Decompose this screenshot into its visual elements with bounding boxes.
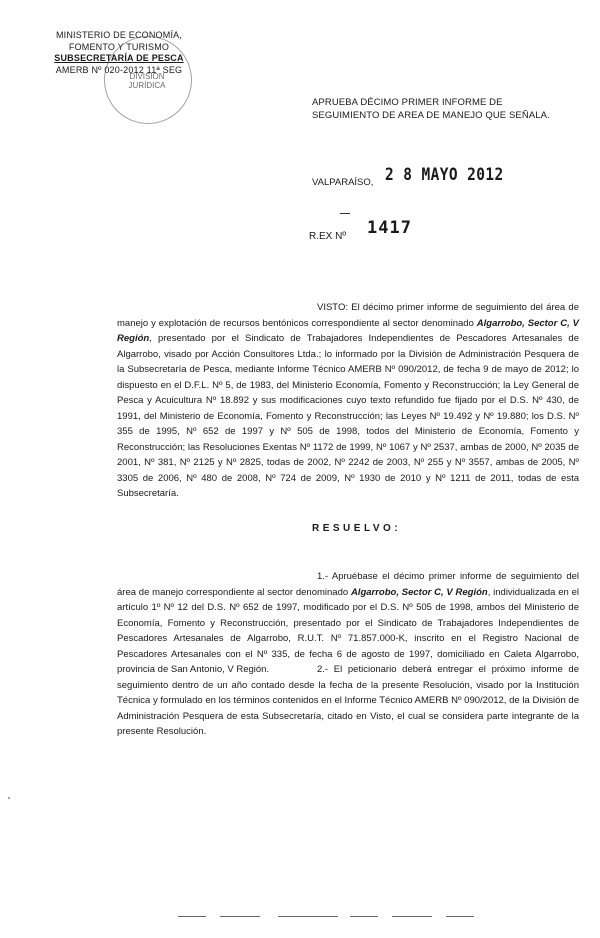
document-subject: APRUEBA DÉCIMO PRIMER INFORME DE SEGUIMIENTO DE AREA DE MANEJO QUE SEÑALA. [312, 97, 550, 121]
divider [340, 213, 350, 214]
file-reference: AMERB Nº 020-2012 11ª SEG [55, 64, 183, 75]
visto-rest: , presentado por el Sindicato de Trabajadores Independientes de Pescadores Artesanales de Algarrobo, visado por Acción Consultores Ltda.; lo informado por la División de Administración Pesquera de la Subsecretaría de Pesca, mediante Informe Técnico AMERB Nº 090/2012, de fecha 9 de mayo de 2012; lo dispuesto en el D.F.L. Nº 5, de 1983, del Ministerio Economía, Fomento y Reconstrucción; la Ley General de Pesca y Acuicultura Nº 18.892 y sus modificaciones cuyo texto refundido fue fijado por el D.S. Nº 430, de 1991, del Ministerio de Economía, Fomento y Reconstrucción; las Leyes Nº 19.492 y Nº 19.880; los D.S. Nº 355 de 1995, Nº 652 de 1997 y Nº 505 de 1998, todos del Ministerio de Economía, Fomento y Reconstrucción; las Resoluciones Exentas Nº 1172 de 1999, Nº 1067 y Nº 2537, ambas de 2000, Nº 2035 de 2001, Nº 381, Nº 2125 y Nº 2825, todas de 2002, Nº 2242 de 2003, Nº 255 y Nº 3557, ambas de 2005, Nº 3305 de 2006, Nº 480 de 2008, Nº 724 de 2009, Nº 1930 de 2010 y Nº 1211 de 2011, todas de esta Subsecretaría. [117, 333, 579, 499]
point1-sector: Algarrobo, Sector C, V Región [350, 586, 488, 598]
ministry-name: MINISTERIO DE ECONOMÍA, [55, 30, 183, 40]
stamp-line-1: DIVISIÓN [129, 72, 165, 81]
date-stamp: 2 8 MAYO 2012 [385, 165, 504, 185]
resolution-number: 1417 [367, 218, 412, 238]
footer-rule-1 [178, 916, 206, 917]
stamp-line-2: JURÍDICA [128, 81, 166, 90]
footer-rule-5 [392, 916, 432, 917]
scan-mark [8, 797, 10, 799]
place: VALPARAÍSO, [312, 177, 374, 188]
footer-rule-4 [350, 916, 378, 917]
footer-rule-2 [220, 916, 260, 917]
resolution-label: R.EX Nº [309, 231, 346, 242]
point1-lead: 1.- Apruébase el décimo primer informe de seguimiento del área de manejo correspondiente al sector denominado [117, 571, 579, 598]
ministry-subtitle: FOMENTO Y TURISMO [68, 41, 170, 52]
point1-rest: , individualizada en el artículo 1º Nº 12 del D.S. Nº 652 de 1997, modificado por el D.S. Nº 505 de 1998, ambos del Ministerio de Economía, Fomento y Reconstrucción, presentado por el Sindicato de Trabajadores Independientes de Pescadores Artesanales de Algarrobo, R.U.T. Nº 71.857.000-K, inscrito en el Registro Nacional de Pescadores Artesanales con el Nº 335, de fecha 6 de agosto de 1997, domiciliado en Caleta Algarrobo, provincia de San Antonio, V Región. [117, 586, 579, 675]
resolution-point-2: 2.- El peticionario deberá entregar el próximo informe de seguimiento dentro de un año contado desde la fecha de la presente Resolución, visado por la Institución Técnica y formulado en los términos contenidos en el Informe Técnico AMERB Nº 090/2012, de la División de Administración Pesquera de esta Subsecretaría, citado en Visto, el cual se considera parte integrante de la presente Resolución. [117, 664, 579, 737]
footer-rule-3 [278, 916, 338, 917]
division-stamp-text [112, 72, 182, 90]
footer-rule-6 [446, 916, 474, 917]
visto-sector: Algarrobo, Sector C, V Región [117, 317, 579, 344]
undersecretariat-name: SUBSECRETARÍA DE PESCA [54, 53, 184, 63]
visto-lead: VISTO: El décimo primer informe de seguimiento del área de manejo y explotación de recursos bentónicos correspondiente al sector denominado [117, 302, 579, 329]
visto-paragraph [117, 300, 579, 502]
resuelvo-heading: RESUELVO: [312, 523, 402, 534]
